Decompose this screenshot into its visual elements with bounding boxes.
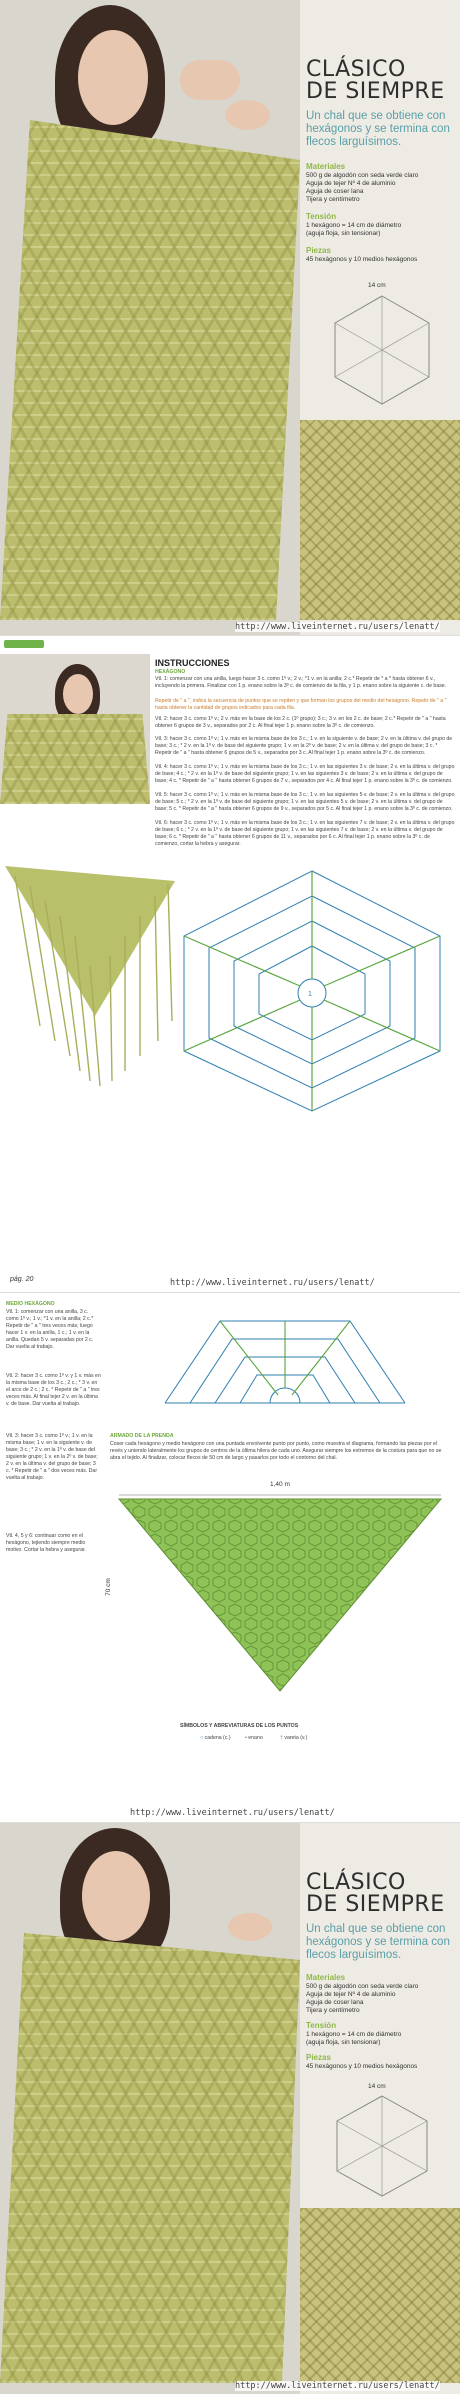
pattern-page-1 bbox=[0, 0, 460, 635]
dimension-label: 14 cm bbox=[368, 282, 386, 289]
materials-heading: Materiales bbox=[306, 162, 346, 171]
materials-3: Aguja de coser lana bbox=[306, 188, 364, 195]
row-6: Vtl. 6: hacer 3 c. como 1º v.; 1 v. más en la misma base de los 3 c.; 1 v. en las siguientes 7 v. de base; 2 v. en la última v. del grupo de base; 6 c.; * 2 v. en la 1º v. de base del siguiente grupo; 1 v. en las siguientes 7 v. de base; 2 v. en la última v. del grupo de base; 6 c. * Repetir de " a " hasta obtener 6 grupos de 11 v., separados por 6 c. Al final tejer 1 p. enano sobre la 3º c. de comienzo, cortar la hebra y asegurar. bbox=[155, 820, 455, 847]
chain-symbol-icon: ○ bbox=[200, 1735, 204, 1741]
legend-heading: SÍMBOLOS Y ABREVIATURAS DE LOS PUNTOS bbox=[180, 1723, 299, 1729]
legend-slip bbox=[245, 1735, 263, 1742]
model-face bbox=[78, 30, 148, 125]
half-row-3: Vtl. 3: hacer 3 c. como 1º v.; 1 v. en la misma base; 1 v. en la siguiente v. de base; 3 c.; * 2 v. en la 1º v. de base del siguiente grupo; 1 v. en la 2º v. de base; 2 v. en la última v. del grupo de base; 3 c. * Repetir de " a " dos veces más. Dar vuelta al trabajo. bbox=[6, 1433, 98, 1481]
brand-logo bbox=[4, 640, 44, 648]
instructions-title: INSTRUCCIONES bbox=[155, 658, 230, 668]
materials-3: Aguja de coser lana bbox=[306, 1999, 364, 2006]
half-row-1: Vtl. 1: comenzar con una anilla, 3 c. como 1º v.; 1 v.; *1 v. en la anilla; 2 c.* Repetir de " a " tres veces más; luego hacer 1 v. en la anilla, 1 c.; 1 v. en la anilla. Quedan 5 v. separadas por 2 c. Dar vuelta al trabajo. bbox=[6, 1309, 94, 1350]
tension-heading: Tensión bbox=[306, 2021, 337, 2030]
pieces-heading: Piezas bbox=[306, 246, 331, 255]
half-hexagon-heading-text: MEDIO HEXÁGONO bbox=[6, 1301, 55, 1307]
half-row-4: Vtl. 4, 5 y 6: continuar como en el hexágono, tejiendo siempre medio motivo. Cortar la hebra y asegurar. bbox=[6, 1533, 86, 1553]
model-hand bbox=[225, 100, 270, 130]
legend-slip-text: enano bbox=[248, 1735, 263, 1741]
shawl-image bbox=[0, 1933, 300, 2383]
source-url: http://www.liveinternet.ru/users/lenatt/ bbox=[170, 1278, 375, 1288]
hexagon-crochet-chart bbox=[170, 866, 455, 1116]
source-url: http://www.liveinternet.ru/users/lenatt/ bbox=[235, 622, 440, 632]
source-url: http://www.liveinternet.ru/users/lenatt/ bbox=[235, 2381, 440, 2391]
subtitle: Un chal que se obtiene con hexágonos y se termina con flecos larguísimos. bbox=[306, 110, 450, 148]
source-url: http://www.liveinternet.ru/users/lenatt/ bbox=[130, 1808, 335, 1818]
materials-2: Aguja de tejer Nº 4 de aluminio bbox=[306, 180, 396, 187]
row-2: Vtl. 2: hacer 3 c. como 1º v.; 2 v. más en la base de los 2 c. (1º grupo); 3 c.; 3 v. en los 2 c. de base; 2 c.* Repetir de " a " hasta obtener 6 grupos de 3 v., separados por 2 c. Al final tejer 1 p. enano sobre la 3º c. de comienzo. bbox=[155, 716, 446, 729]
hexagon-heading bbox=[155, 669, 185, 676]
hexagon-schematic bbox=[322, 2091, 442, 2201]
title-line-2: DE SIEMPRE bbox=[306, 1892, 445, 1917]
materials-heading: Materiales bbox=[306, 1973, 346, 1982]
model-hand bbox=[228, 1913, 272, 1941]
materials-1: 500 g de algodón con seda verde claro bbox=[306, 1983, 419, 1990]
shawl-layout-diagram bbox=[115, 1491, 445, 1701]
shawl-fringe-photo bbox=[0, 856, 180, 1096]
half-hexagon-chart bbox=[160, 1313, 410, 1413]
model-arm bbox=[180, 60, 240, 100]
tension-2: (aguja floja, sin tensionar) bbox=[306, 2039, 381, 2046]
page-number: pág. 20 bbox=[10, 1276, 34, 1283]
hexagon-schematic bbox=[322, 290, 442, 410]
legend-dc-text: vareta (v.) bbox=[284, 1735, 308, 1741]
hexagon-heading-text: HEXÁGONO bbox=[155, 669, 186, 675]
swatch-photo bbox=[300, 420, 460, 620]
tension-2: (aguja floja, sin tensionar) bbox=[306, 230, 381, 237]
row-4: Vtl. 4: hacer 3 c. como 1º v.; 1 v. más en la misma base de los 3 c.; 1 v. en las siguientes 3 v. de base; 2 v. en la última v. del grupo de base; 4 c.; * 2 v. en la 1º v. de base del siguiente grupo; 1 v. en las siguientes 3 v. de base; 2 v. en la última v. del grupo de base; 4 c. * Repetir de " a " hasta obtener 6 grupos de 7 v., separados por 4 c. Al final tejer 1 p. enano sobre la 3º c. de comienzo. bbox=[155, 764, 455, 784]
model-photo bbox=[0, 1823, 300, 2394]
title-line-1: CLÁSICO bbox=[306, 57, 406, 82]
model-photo-small bbox=[0, 654, 150, 804]
swatch-photo bbox=[300, 2208, 460, 2383]
pattern-page-3 bbox=[0, 1292, 460, 1823]
repeat-note: Repetir de " a ", indica la secuencia de puntos que se repiten y que forman los grupos del medio del hexágono. Repetir de " a " hasta obtener la cantidad de grupos indicados para cada fila. bbox=[155, 698, 447, 711]
title-line-2: DE SIEMPRE bbox=[306, 79, 445, 104]
materials-2: Aguja de tejer Nº 4 de aluminio bbox=[306, 1991, 396, 1998]
title-line-1: CLÁSICO bbox=[306, 1870, 406, 1895]
tension-1: 1 hexágono = 14 cm de diámetro bbox=[306, 2031, 402, 2038]
shawl-height: 70 cm bbox=[104, 1578, 112, 1596]
assembly-heading-text: ARMADO DE LA PRENDA bbox=[110, 1433, 174, 1439]
pieces-heading: Piezas bbox=[306, 2053, 331, 2062]
svg-text:1: 1 bbox=[308, 991, 312, 998]
assembly-text: Coser cada hexágono y medio hexágono con una puntada envolvente punto por punto, como muestra el diagrama, formando las piezas por el revés y uniendo lateralmente los grupos de centros de la última hilera de cada uno. Asegurar siempre los extremos de la costura para que no se abra el tejido. Al finalizar, colocar flecos de 50 cm de largo y pasarlos por todo el contorno del chal. bbox=[110, 1441, 442, 1461]
dc-symbol-icon: † bbox=[280, 1735, 283, 1741]
slip-symbol-icon: • bbox=[245, 1735, 247, 1741]
subtitle: Un chal que se obtiene con hexágonos y se termina con flecos larguísimos. bbox=[306, 1923, 450, 1961]
materials-1: 500 g de algodón con seda verde claro bbox=[306, 172, 419, 179]
pattern-page-2 bbox=[0, 635, 460, 1293]
pieces-1: 45 hexágonos y 10 medios hexágonos bbox=[306, 2063, 418, 2070]
shawl-image bbox=[0, 714, 150, 804]
half-hexagon-heading bbox=[6, 1301, 55, 1308]
half-row-2: Vtl. 2: hacer 3 c. como 1º v. y 1 v. más en la misma base de los 3 c.; 2 c.; * 3 v. en el arco de 2 c.; 2 c. * Repetir de " a " tres veces más. Al final tejer 2 v. en la última v. de base. Dar vuelta al trabajo. bbox=[6, 1373, 101, 1407]
model-face bbox=[63, 674, 93, 714]
tension-1: 1 hexágono = 14 cm de diámetro bbox=[306, 222, 402, 229]
materials-4: Tijera y centímetro bbox=[306, 2007, 360, 2014]
row-5: Vtl. 5: hacer 3 c. como 1º v.; 1 v. más en la misma base de los 3 c.; 1 v. en las siguientes 5 v. de base; 2 v. en la última v. del grupo de base; 5 c.; * 2 v. en la 1º v. de base del siguiente grupo; 1 v. en las siguientes 5 v. de base; 2 v. en la última v. del grupo de base; 5 c. * Repetir de " a " hasta obtener 6 grupos de 9 v., separados por 5 c. Al final tejer 1 p. enano sobre la 3º c. de comienzo. bbox=[155, 792, 455, 812]
pattern-page-4 bbox=[0, 1822, 460, 2394]
shawl-width: 1,40 m bbox=[270, 1481, 290, 1488]
shawl-image bbox=[0, 120, 300, 620]
materials-4: Tijera y centímetro bbox=[306, 196, 360, 203]
assembly-heading bbox=[110, 1433, 174, 1440]
pieces-1: 45 hexágonos y 10 medios hexágonos bbox=[306, 256, 418, 263]
model-photo bbox=[0, 0, 300, 635]
model-face bbox=[82, 1851, 150, 1941]
tension-heading: Tensión bbox=[306, 212, 337, 221]
legend-chain-text: cadena (c.) bbox=[204, 1735, 231, 1741]
dimension-label: 14 cm bbox=[368, 2083, 386, 2090]
row-1: Vtl. 1: comenzar con una anilla, luego hacer 3 c. como 1º v.; 2 v.; *1 v. en la anilla; 2 c.* Repetir de * a * hasta obtener 6 v., incluyendo la primera. Finalizar con 1 p. enano sobre la 3º c. de comienzo de la fila, y 1 p. enano sobre la siguiente c. de base. bbox=[155, 676, 447, 689]
row-3: Vtl. 3: hacer 3 c. como 1º v.; 1 v. más en la misma base de los 3 c.; 1 v. en la siguiente v. de base; 2 v. en la última v. del grupo de base; 3 c.; * 2 v. en la 1º v. de base del siguiente grupo; 1 v. en la 2º v. de base; 2 v. en la última v. del grupo de base; 3 c. * Repetir de " a " hasta obtener 6 grupos de 5 v., separados por 3 c. Al final tejer 1 p. enano sobre la 3º c. de comienzo. bbox=[155, 736, 453, 756]
legend-dc bbox=[280, 1735, 307, 1742]
legend-chain bbox=[200, 1735, 231, 1742]
